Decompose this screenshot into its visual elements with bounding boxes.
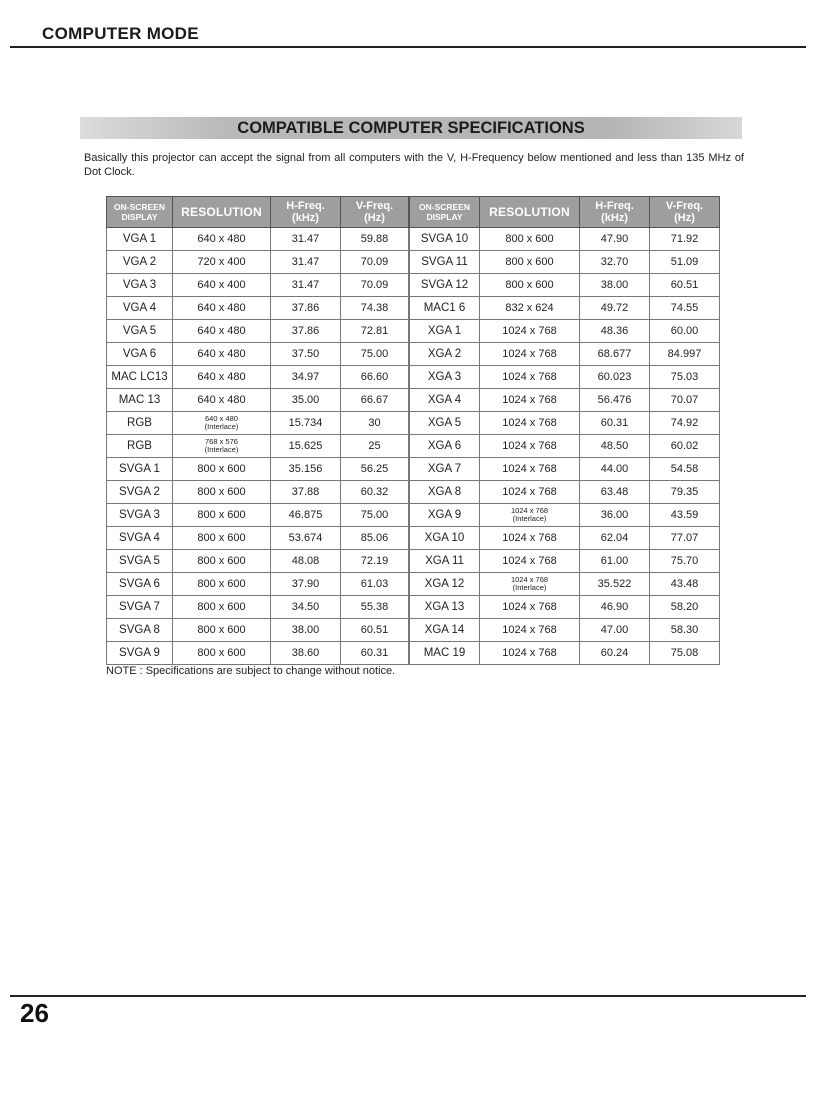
page-number: 26 [20,998,49,1028]
cell-h-freq: 35.156 [271,458,341,481]
cell-h-freq: 38.00 [580,274,650,297]
table-row [410,320,720,343]
cell-v-freq: 56.25 [341,458,409,481]
header-v-freq: V-Freq. (Hz) [650,197,720,228]
cell-v-freq: 54.58 [650,458,720,481]
table-row [107,343,409,366]
cell-resolution: 800 x 600 [173,481,271,504]
note-text: NOTE : Specifications are subject to change without notice. [106,665,396,677]
table-row [410,343,720,366]
spec-table-left [106,196,409,665]
cell-h-freq: 47.90 [580,228,650,251]
cell-resolution: 640 x 480 (Interlace) [173,412,271,435]
cell-resolution: 800 x 600 [173,619,271,642]
cell-v-freq: 59.88 [341,228,409,251]
cell-h-freq: 48.50 [580,435,650,458]
cell-h-freq: 37.86 [271,297,341,320]
cell-resolution: 640 x 480 [173,389,271,412]
cell-h-freq: 38.60 [271,642,341,665]
cell-v-freq: 61.03 [341,573,409,596]
table-row [410,550,720,573]
cell-h-freq: 31.47 [271,251,341,274]
cell-resolution: 1024 x 768 [480,596,580,619]
table-header-row [107,197,409,228]
cell-display: MAC 19 [410,642,480,665]
cell-v-freq: 25 [341,435,409,458]
cell-display: XGA 9 [410,504,480,527]
cell-resolution: 800 x 600 [480,251,580,274]
cell-h-freq: 31.47 [271,274,341,297]
cell-display: VGA 6 [107,343,173,366]
cell-resolution: 832 x 624 [480,297,580,320]
cell-display: SVGA 8 [107,619,173,642]
table-row [410,642,720,665]
table-row [410,435,720,458]
cell-display: VGA 5 [107,320,173,343]
cell-resolution: 1024 x 768 [480,320,580,343]
cell-v-freq: 77.07 [650,527,720,550]
table-row [107,251,409,274]
cell-h-freq: 37.50 [271,343,341,366]
table-row [107,389,409,412]
cell-h-freq: 34.97 [271,366,341,389]
table-row [107,458,409,481]
header-on-screen-display: ON-SCREEN DISPLAY [410,197,480,228]
cell-h-freq: 37.86 [271,320,341,343]
cell-resolution: 768 x 576 (Interlace) [173,435,271,458]
table-row [107,366,409,389]
cell-v-freq: 75.08 [650,642,720,665]
cell-h-freq: 60.023 [580,366,650,389]
cell-h-freq: 34.50 [271,596,341,619]
table-row [410,481,720,504]
cell-h-freq: 31.47 [271,228,341,251]
title-banner [80,117,742,139]
cell-display: MAC LC13 [107,366,173,389]
cell-display: SVGA 9 [107,642,173,665]
cell-display: XGA 7 [410,458,480,481]
table-row [410,389,720,412]
cell-h-freq: 49.72 [580,297,650,320]
cell-h-freq: 46.90 [580,596,650,619]
cell-resolution: 1024 x 768 [480,366,580,389]
cell-h-freq: 61.00 [580,550,650,573]
cell-v-freq: 75.03 [650,366,720,389]
table-row [410,228,720,251]
table-row [107,297,409,320]
header-resolution: RESOLUTION [173,197,271,228]
footer-rule [10,995,806,997]
header-on-screen-display: ON-SCREEN DISPLAY [107,197,173,228]
cell-display: XGA 8 [410,481,480,504]
cell-resolution: 1024 x 768 [480,412,580,435]
cell-h-freq: 35.00 [271,389,341,412]
cell-display: XGA 4 [410,389,480,412]
cell-v-freq: 66.60 [341,366,409,389]
cell-resolution: 640 x 480 [173,297,271,320]
cell-h-freq: 53.674 [271,527,341,550]
table-row [410,412,720,435]
table-row [107,228,409,251]
cell-resolution: 800 x 600 [480,274,580,297]
cell-resolution: 800 x 600 [173,642,271,665]
cell-h-freq: 37.88 [271,481,341,504]
header-resolution: RESOLUTION [480,197,580,228]
cell-v-freq: 58.20 [650,596,720,619]
intro-paragraph: Basically this projector can accept the signal from all computers with the V, H-Frequency below mentioned and less than 135 MHz of Dot Clock. [84,152,744,178]
cell-resolution: 1024 x 768 [480,619,580,642]
cell-h-freq: 46.875 [271,504,341,527]
cell-v-freq: 74.92 [650,412,720,435]
cell-resolution: 800 x 600 [173,596,271,619]
table-row [410,504,720,527]
cell-display: RGB [107,435,173,458]
cell-v-freq: 60.31 [341,642,409,665]
cell-v-freq: 75.00 [341,343,409,366]
cell-display: SVGA 1 [107,458,173,481]
cell-display: SVGA 6 [107,573,173,596]
cell-h-freq: 48.08 [271,550,341,573]
table-row [410,366,720,389]
cell-resolution: 1024 x 768 [480,550,580,573]
spec-table-right [409,196,720,665]
cell-resolution: 800 x 600 [480,228,580,251]
cell-display: VGA 3 [107,274,173,297]
cell-display: SVGA 11 [410,251,480,274]
cell-h-freq: 15.625 [271,435,341,458]
cell-h-freq: 47.00 [580,619,650,642]
table-row [107,320,409,343]
cell-display: MAC1 6 [410,297,480,320]
cell-v-freq: 74.55 [650,297,720,320]
table-row [107,527,409,550]
cell-v-freq: 84.997 [650,343,720,366]
cell-v-freq: 79.35 [650,481,720,504]
cell-display: XGA 11 [410,550,480,573]
cell-h-freq: 62.04 [580,527,650,550]
cell-v-freq: 58.30 [650,619,720,642]
header-h-freq: H-Freq. (kHz) [580,197,650,228]
cell-h-freq: 15.734 [271,412,341,435]
cell-v-freq: 60.51 [650,274,720,297]
cell-resolution: 800 x 600 [173,504,271,527]
cell-v-freq: 30 [341,412,409,435]
cell-display: SVGA 5 [107,550,173,573]
cell-v-freq: 55.38 [341,596,409,619]
cell-v-freq: 43.48 [650,573,720,596]
header-h-freq: H-Freq. (kHz) [271,197,341,228]
cell-v-freq: 66.67 [341,389,409,412]
table-row [107,504,409,527]
cell-display: SVGA 12 [410,274,480,297]
cell-display: XGA 1 [410,320,480,343]
table-row [107,596,409,619]
cell-resolution: 1024 x 768 (Interlace) [480,504,580,527]
table-header-row [410,197,720,228]
cell-h-freq: 44.00 [580,458,650,481]
section-title: COMPUTER MODE [42,24,199,43]
table-row [107,573,409,596]
cell-display: VGA 2 [107,251,173,274]
cell-v-freq: 75.00 [341,504,409,527]
cell-display: XGA 2 [410,343,480,366]
cell-h-freq: 32.70 [580,251,650,274]
cell-resolution: 800 x 600 [173,527,271,550]
cell-resolution: 800 x 600 [173,550,271,573]
cell-h-freq: 63.48 [580,481,650,504]
cell-v-freq: 43.59 [650,504,720,527]
cell-v-freq: 75.70 [650,550,720,573]
cell-resolution: 1024 x 768 (Interlace) [480,573,580,596]
cell-h-freq: 68.677 [580,343,650,366]
cell-display: XGA 3 [410,366,480,389]
table-row [410,619,720,642]
cell-resolution: 1024 x 768 [480,481,580,504]
cell-resolution: 1024 x 768 [480,343,580,366]
cell-display: SVGA 2 [107,481,173,504]
table-row [410,297,720,320]
cell-resolution: 1024 x 768 [480,435,580,458]
table-row [107,435,409,458]
cell-v-freq: 51.09 [650,251,720,274]
specifications-tables [106,196,718,659]
cell-display: XGA 13 [410,596,480,619]
table-row [107,642,409,665]
table-row [410,573,720,596]
cell-h-freq: 60.31 [580,412,650,435]
cell-display: XGA 6 [410,435,480,458]
cell-display: VGA 1 [107,228,173,251]
cell-display: XGA 12 [410,573,480,596]
cell-h-freq: 38.00 [271,619,341,642]
cell-h-freq: 60.24 [580,642,650,665]
table-row [107,412,409,435]
cell-h-freq: 56.476 [580,389,650,412]
cell-resolution: 1024 x 768 [480,458,580,481]
cell-v-freq: 71.92 [650,228,720,251]
cell-h-freq: 35.522 [580,573,650,596]
cell-display: XGA 14 [410,619,480,642]
cell-v-freq: 70.09 [341,251,409,274]
cell-v-freq: 70.09 [341,274,409,297]
cell-v-freq: 85.06 [341,527,409,550]
cell-display: VGA 4 [107,297,173,320]
cell-resolution: 800 x 600 [173,458,271,481]
cell-v-freq: 60.02 [650,435,720,458]
table-row [410,274,720,297]
table-row [410,251,720,274]
cell-h-freq: 48.36 [580,320,650,343]
cell-display: SVGA 10 [410,228,480,251]
cell-h-freq: 37.90 [271,573,341,596]
table-row [107,619,409,642]
table-row [107,481,409,504]
cell-display: XGA 10 [410,527,480,550]
cell-display: SVGA 3 [107,504,173,527]
cell-v-freq: 60.00 [650,320,720,343]
cell-display: MAC 13 [107,389,173,412]
header-v-freq: V-Freq. (Hz) [341,197,409,228]
cell-resolution: 640 x 480 [173,366,271,389]
cell-v-freq: 60.32 [341,481,409,504]
cell-resolution: 1024 x 768 [480,389,580,412]
cell-v-freq: 72.19 [341,550,409,573]
header-rule [10,46,806,48]
cell-resolution: 720 x 400 [173,251,271,274]
cell-v-freq: 72.81 [341,320,409,343]
table-row [107,550,409,573]
cell-display: XGA 5 [410,412,480,435]
table-row [410,527,720,550]
table-row [410,596,720,619]
cell-display: SVGA 4 [107,527,173,550]
cell-display: SVGA 7 [107,596,173,619]
page-title: COMPATIBLE COMPUTER SPECIFICATIONS [237,119,585,137]
cell-display: RGB [107,412,173,435]
cell-resolution: 800 x 600 [173,573,271,596]
table-row [107,274,409,297]
cell-v-freq: 74.38 [341,297,409,320]
cell-resolution: 1024 x 768 [480,642,580,665]
cell-v-freq: 60.51 [341,619,409,642]
cell-resolution: 1024 x 768 [480,527,580,550]
cell-resolution: 640 x 480 [173,228,271,251]
table-row [410,458,720,481]
cell-resolution: 640 x 480 [173,320,271,343]
cell-v-freq: 70.07 [650,389,720,412]
cell-h-freq: 36.00 [580,504,650,527]
cell-resolution: 640 x 480 [173,343,271,366]
cell-resolution: 640 x 400 [173,274,271,297]
